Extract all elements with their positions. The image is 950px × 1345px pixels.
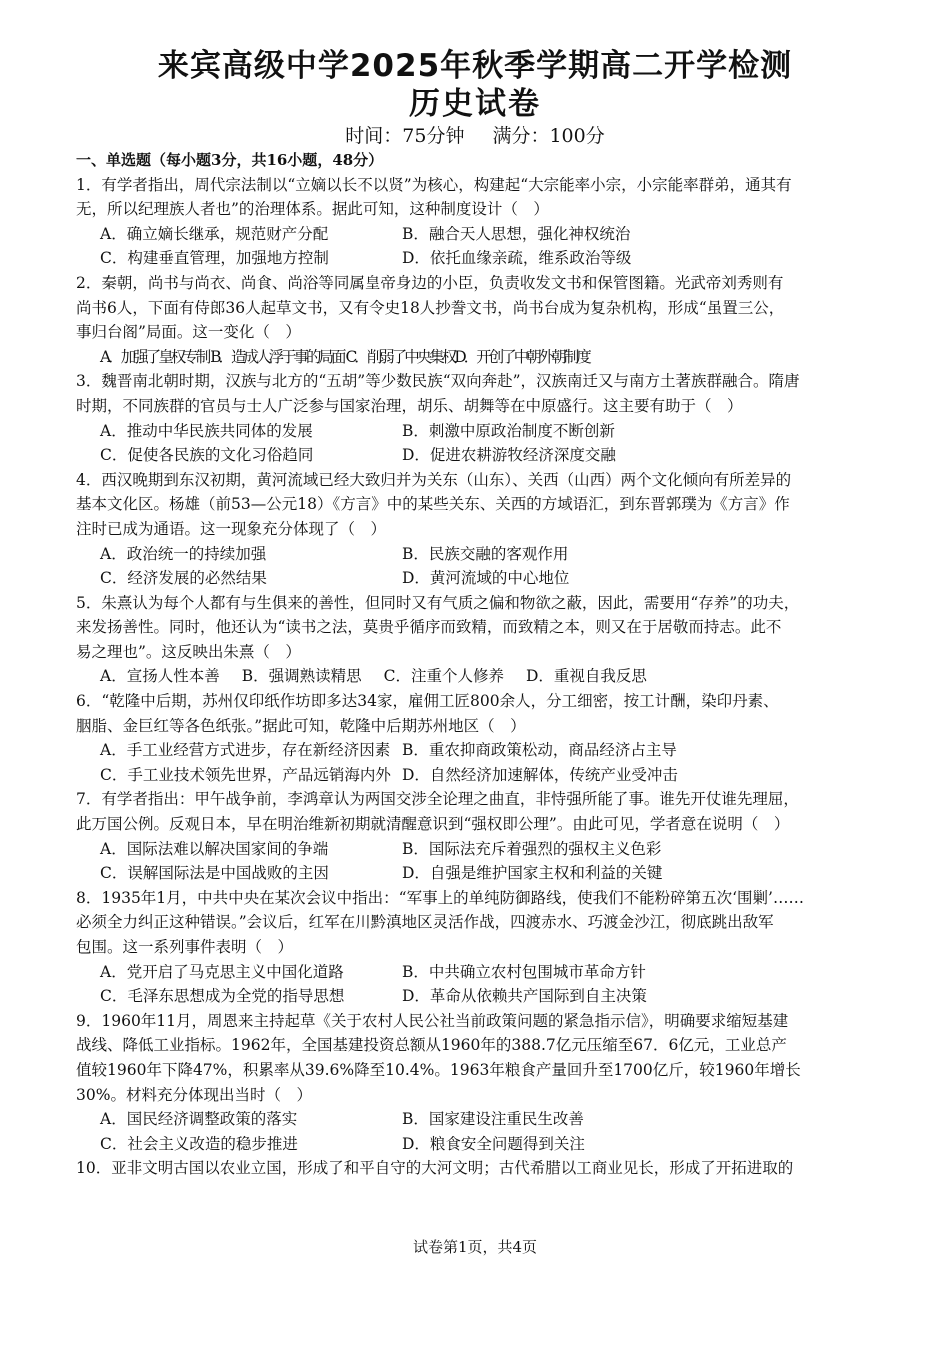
question-text-line: 无，所以纪理族人者也”的治理体系。据此可知，这种制度设计（ ） <box>76 200 549 219</box>
option-c[interactable]: C．经济发展的必然结果 <box>100 569 267 588</box>
option-c[interactable]: C．构建垂直管理，加强地方控制 <box>100 249 329 268</box>
question-text-line: 6．“乾隆中后期，苏州仅印纸作坊即多达34家，雇佣工匠800余人，分工细密，按工计酬，染印丹素、 <box>76 692 779 711</box>
options-line[interactable]: A．加强了皇权专制 B．造成人浮于事的局面 C．削弱了中央集权D．开创了中朝外朝制度 <box>100 347 589 366</box>
option-d[interactable]: D．自强是维护国家主权和利益的关键 <box>402 864 663 883</box>
option-b[interactable]: B．民族交融的客观作用 <box>402 544 569 563</box>
exam-score: 满分：100分 <box>492 125 605 147</box>
options-row <box>76 542 836 567</box>
option-d[interactable]: D．革命从依赖共产国际到自主决策 <box>402 987 647 1006</box>
options-row <box>76 443 836 468</box>
question-text-line: 来发扬善性。同时，他还认为“读书之法，莫贵乎循序而致精，而致精之本，则又在于居敬而持志。此不 <box>76 618 782 637</box>
option-d[interactable]: D．粮食安全问题得到关注 <box>402 1134 585 1153</box>
question-text-line: 9．1960年11月，周恩来主持起草《关于农村人民公社当前政策问题的紧急指示信》，明确要求缩短基建 <box>76 1011 789 1030</box>
question-text-line: 事归台阁”局面。这一变化（ ） <box>76 323 301 342</box>
option-a[interactable]: A．确立嫡长继承，规范财产分配 <box>100 224 329 243</box>
option-a[interactable]: A．国际法难以解决国家间的争端 <box>100 839 329 858</box>
question-text-line: 7．有学者指出：甲午战争前，李鸿章认为两国交涉全论理之曲直，非恃强所能了事。谁先开仗谁先理屈， <box>76 790 799 809</box>
options-row <box>76 984 836 1009</box>
exam-content <box>76 148 836 1181</box>
options-row <box>76 566 836 591</box>
question-text-line: 2．秦朝，尚书与尚衣、尚食、尚浴等同属皇帝身边的小臣，负责收发文书和保管图籍。光武帝刘秀则有 <box>76 273 784 292</box>
option-a[interactable]: A．党开启了马克思主义中国化道路 <box>100 962 344 981</box>
option-a[interactable]: A．推动中华民族共同体的发展 <box>100 421 313 440</box>
option-a[interactable]: A．国民经济调整政策的落实 <box>100 1110 298 1129</box>
options-row <box>76 960 836 985</box>
question-text-line: 值较1960年下降47%，积累率从39.6%降至10.4%。1963年粮食产量回升至1700亿斤，较1960年增长 <box>76 1060 801 1079</box>
question-8 <box>76 886 836 1009</box>
question-text-line: 注时已成为通语。这一现象充分体现了（ ） <box>76 519 387 538</box>
option-a[interactable]: A．宣扬人性本善 <box>100 667 220 686</box>
question-text-line: 必须全力纠正这种错误。”会议后，红军在川黔滇地区灵活作战，四渡赤水、巧渡金沙江，彻底跳出敌军 <box>76 913 774 932</box>
question-text-line: 此万国公例。反观日本，早在明治维新初期就清醒意识到“强权即公理”。由此可见，学者意在说明（ ） <box>76 815 790 834</box>
question-text-line: 战线、降低工业指标。1962年，全国基建投资总额从1960年的388.7亿元压缩至67．6亿元，工业总产 <box>76 1036 787 1055</box>
option-c[interactable]: C．手工业技术领先世界，产品远销海内外 <box>100 765 391 784</box>
option-d[interactable]: D．依托血缘亲疏，维系政治等级 <box>402 249 632 268</box>
options-row <box>76 861 836 886</box>
question-text-line: 尚书6人，下面有侍郎36人起草文书，又有令史18人抄誊文书，尚书台成为复杂机构，形成“虽置三公， <box>76 298 785 317</box>
options-row <box>76 738 836 763</box>
section-title: 一、单选题（每小题3分，共16小题，48分） <box>76 151 384 169</box>
question-4 <box>76 468 836 591</box>
options-row <box>76 837 836 862</box>
options-row <box>76 246 836 271</box>
option-c[interactable]: C．毛泽东思想成为全党的指导思想 <box>100 987 345 1006</box>
question-text-line: 包围。这一系列事件表明（ ） <box>76 938 294 956</box>
page-footer: 试卷第1页，共4页 <box>412 1238 538 1256</box>
option-b[interactable]: B．中共确立农村包围城市革命方针 <box>402 962 646 981</box>
question-6 <box>76 689 836 787</box>
question-3 <box>76 369 836 467</box>
question-text-line: 胭脂、金巨红等各色纸张。”据此可知，乾隆中后期苏州地区（ ） <box>76 716 526 735</box>
exam-time: 时间：75分钟 <box>345 125 465 147</box>
option-b[interactable]: B．国际法充斥着强烈的强权主义色彩 <box>402 839 662 858</box>
exam-subject-title: 历史试卷 <box>409 86 541 122</box>
question-1 <box>76 173 836 271</box>
options-row <box>76 763 836 788</box>
question-text-line: 4．西汉晚期到东汉初期，黄河流域已经大致归并为关东（山东）、关西（山西）两个文化倾向有所差异的 <box>76 470 792 489</box>
question-text-line: 5．朱熹认为每个人都有与生俱来的善性，但同时又有气质之偏和物欲之蔽，因此，需要用“存养”的功夫， <box>76 593 800 612</box>
option-a[interactable]: A．手工业经营方式进步，存在新经济因素 <box>100 741 391 760</box>
options-row <box>76 222 836 247</box>
question-text-line: 3．魏晋南北朝时期，汉族与北方的“五胡”等少数民族“双向奔赴”，汉族南迁又与南方土著族群融合。隋唐 <box>76 372 800 391</box>
question-text-line: 1．有学者指出，周代宗法制以“立嫡以长不以贤”为核心，构建起“大宗能率小宗，小宗能率群弟，通其有 <box>76 175 792 194</box>
option-d[interactable]: D．自然经济加速解体，传统产业受冲击 <box>402 765 678 784</box>
question-text-line: 时期，不同族群的官员与士人广泛参与国家治理，胡乐、胡舞等在中原盛行。这主要有助于（ ） <box>76 396 743 415</box>
option-c[interactable]: C．误解国际法是中国战败的主因 <box>100 864 329 883</box>
option-b[interactable]: B．强调熟读精思 <box>241 667 362 686</box>
option-c[interactable]: C．社会主义改造的稳步推进 <box>100 1134 298 1153</box>
question-text-line: 基本文化区。杨雄（前53—公元18）《方言》中的某些关东、关西的方域语汇，到东晋郭璞为《方言》作 <box>76 495 790 514</box>
question-text-line: 30%。材料充分体现出当时（ ） <box>76 1085 312 1104</box>
question-10 <box>76 1156 836 1181</box>
question-2 <box>76 271 836 369</box>
option-c[interactable]: C．促使各民族的文化习俗趋同 <box>100 446 314 465</box>
exam-title: 来宾高级中学2025年秋季学期高二开学检测 <box>157 48 793 84</box>
option-b[interactable]: B．融合天人思想，强化神权统治 <box>402 224 631 243</box>
option-a[interactable]: A．政治统一的持续加强 <box>100 544 267 563</box>
options-row <box>76 664 836 689</box>
question-7 <box>76 787 836 885</box>
question-9 <box>76 1009 836 1157</box>
question-5 <box>76 591 836 689</box>
options-row <box>76 1132 836 1157</box>
question-text-line: 易之理也”。这反映出朱熹（ ） <box>76 642 301 661</box>
exam-meta <box>0 122 950 150</box>
option-d[interactable]: D．黄河流域的中心地位 <box>402 569 570 588</box>
options-row <box>76 419 836 444</box>
option-d[interactable]: D．促进农耕游牧经济深度交融 <box>402 446 616 465</box>
option-b[interactable]: B．重农抑商政策松动，商品经济占主导 <box>402 741 677 760</box>
option-b[interactable]: B．国家建设注重民生改善 <box>402 1110 584 1129</box>
question-text-line: 10．亚非文明古国以农业立国，形成了和平自守的大河文明；古代希腊以工商业见长，形成了开拓进取的 <box>76 1159 794 1178</box>
options-row <box>76 1107 836 1132</box>
option-c[interactable]: C．注重个人修养 <box>383 667 504 686</box>
question-text-line: 8．1935年1月，中共中央在某次会议中指出：“军事上的单纯防御路线，使我们不能粉碎第五次‘围剿’…… <box>76 888 804 907</box>
option-d[interactable]: D．重视自我反思 <box>525 667 647 686</box>
option-b[interactable]: B．刺激中原政治制度不断创新 <box>402 421 615 440</box>
